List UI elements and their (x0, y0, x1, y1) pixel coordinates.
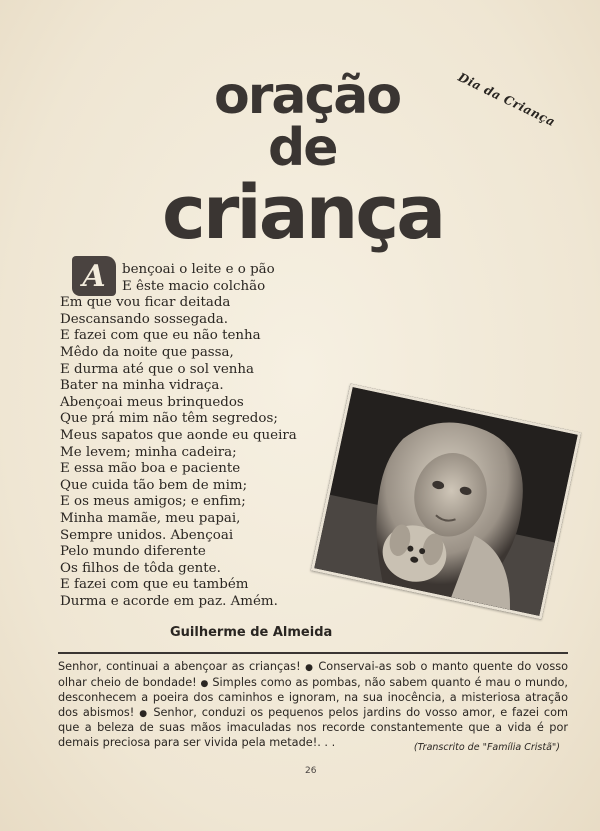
photo-illustration (314, 387, 577, 616)
prose-sentence: Conservai-as sob o manto quente do vosso olhar cheio de bondade! (58, 660, 569, 689)
poem-line: Em que vou ficar deitada (60, 295, 231, 311)
poem-line: Os filhos de tôda gente. (60, 560, 221, 576)
prose-sentence: Senhor, conduzi os pequenos pelos jardins do vosso amor, e fazei com que a beleza de suas mãos imaculadas nos recorde constantemente que a vida é por demais preciosa para ser vivida pela metade!. . . (58, 705, 569, 749)
poem-line: Mêdo da noite que passa, (60, 344, 234, 360)
page-number: 26 (305, 766, 317, 776)
section-tag: Dia da Criança (455, 70, 558, 130)
source-credit: (Transcrito de "Família Cristã") (413, 742, 560, 753)
poem-line: E êste macio colchão (122, 278, 266, 294)
child-with-puppy-photo (311, 384, 582, 620)
prose-sentence: Senhor, continuai a abençoar as crianças! (58, 660, 301, 673)
poem-line: Me levem; minha cadeira; (60, 444, 237, 460)
title-line-1: oração (214, 66, 401, 126)
poem-line: Pelo mundo diferente (60, 544, 206, 560)
poem-line: Abençoai meus brinquedos (60, 394, 244, 410)
poem-line: Que prá mim não têm segredos; (60, 411, 278, 427)
bullet-icon: ● (139, 708, 149, 719)
author-name: Guilherme de Almeida (170, 625, 333, 640)
poem-line: E essa mão boa e paciente (60, 461, 241, 477)
bullet-icon: ● (200, 678, 209, 689)
title-line-3: criança (162, 170, 444, 256)
prose-paragraph (58, 660, 568, 751)
poem-line: Sempre unidos. Abençoai (60, 527, 234, 543)
poem-line: Bater na minha vidraça. (60, 378, 224, 394)
poem-line: Que cuida tão bem de mim; (60, 477, 248, 493)
poem-line: E durma até que o sol venha (60, 361, 255, 377)
bullet-icon: ● (305, 663, 314, 673)
poem-line: Durma e acorde em paz. Amém. (60, 593, 278, 609)
prose-sentence: Simples como as pombas, não sabem quanto é mau o mundo, desconhecem a poeira dos caminhos e ignoram, na sua inocência, a misteriosa atração dos abismos! (58, 675, 569, 719)
poem-line: E fazei com que eu também (60, 577, 249, 593)
title-line-2: de (268, 118, 337, 178)
poem-line: bençoai o leite e o pão (122, 262, 275, 277)
poem-line: E os meus amigos; e enfim; (60, 494, 246, 510)
poem-line: Minha mamãe, meu papai, (60, 510, 241, 526)
poem (60, 262, 350, 610)
poem-line: Descansando sossegada. (60, 311, 228, 327)
dropcap-letter: A (72, 256, 116, 296)
poem-line: E fazei com que eu não tenha (60, 328, 261, 344)
divider-rule (58, 652, 568, 654)
poem-line: Meus sapatos que aonde eu queira (60, 427, 297, 443)
